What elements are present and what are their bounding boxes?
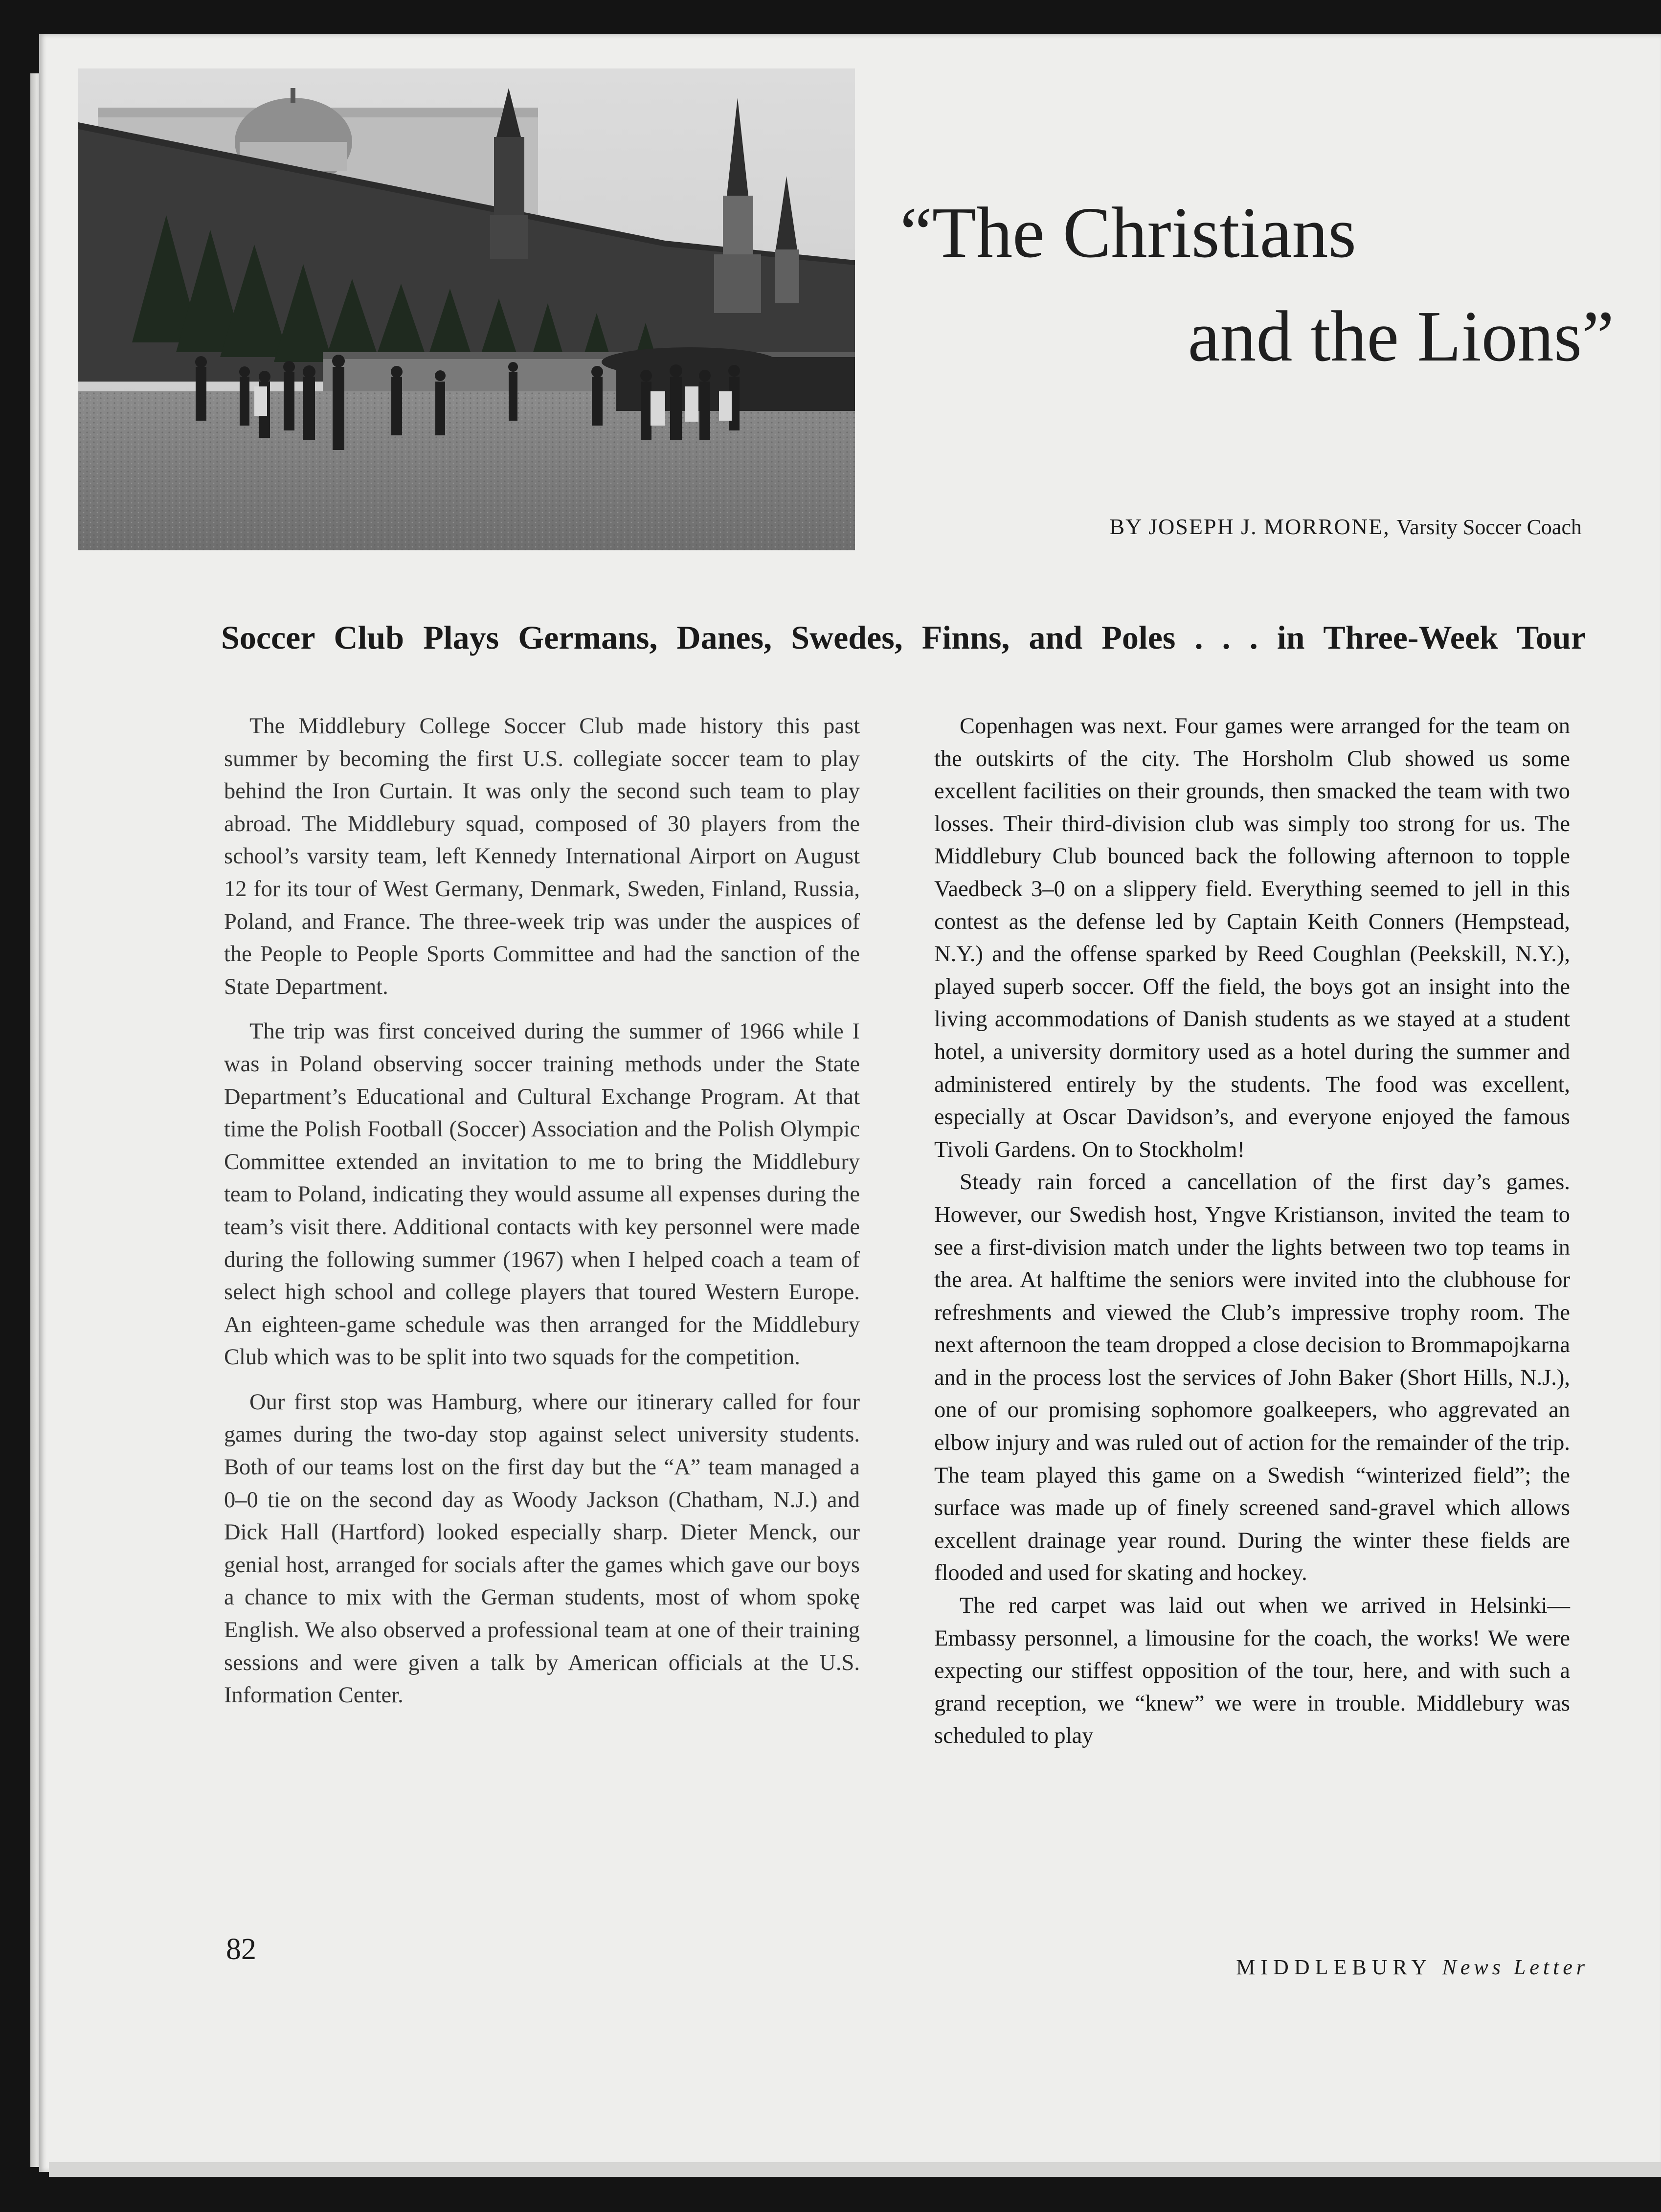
paragraph: The Middlebury College Soccer Club made history this past summer by becoming the first U.S. collegiate soccer team to play behind the Iron Curtain. It was only the second such team to play abroad. The Middlebury squad, composed of 30 players from the school’s varsity team, left Kennedy International Airport on August 12 for its tour of West Germany, Denmark, Sweden, Finland, Russia, Poland, and France. The three-week trip was under the auspices of the People to People Sports Committee and had the sanction of the State Department. [224, 714, 860, 999]
page-number: 82 [226, 1933, 256, 1966]
paragraph: Our first stop was Hamburg, where our itinerary called for four games during the two-day stop against select university students. Both of our teams lost on the first day but the “A” team managed a 0–0 tie on the second day as Woody Jackson (Chatham, N.J.) and Dick Hall (Hartford) looked especially sharp. Dieter Menck, our genial host, arranged for socials after the games which gave our boys a chance to mix with the German students, most of whom spokę English. We also observed a professional team at one of their training sessions and were given a talk by American officials at the U.S. Information Center. [224, 1389, 860, 1708]
kremlin-photo [78, 68, 855, 550]
publication-footer [1174, 1955, 1589, 1980]
paragraph: The trip was first conceived during the summer of 1966 while I was in Poland observing soccer training methods under the State Department’s Educational and Cultural Exchange Program. At that time the Polish Football (Soccer) Association and the Polish Olympic Committee extended an invitation to me to bring the Middlebury team to Poland, indicating they would assume all expenses during the team’s visit there. Additional contacts with key personnel were made during the following summer (1967) when I helped coach a team of select high school and college players that toured Western Europe. An eighteen-game schedule was then arranged for the Middlebury Club which was to be split into two squads for the competition. [224, 1019, 860, 1370]
left-column [224, 710, 860, 1712]
right-column [934, 710, 1570, 1753]
article-subhead: Soccer Club Plays Germans, Danes, Swedes, Finns, and Poles . . . in Three-Week Tour [221, 619, 1586, 656]
article-title-line-1: “The Christians [900, 193, 1357, 273]
article-title [880, 181, 1614, 388]
paragraph: Copenhagen was next. Four games were arranged for the team on the outskirts of the city. The Horsholm Club showed us some excellent facilities on their grounds, then smacked the team with two losses. Their third-division club was simply too strong for us. The Middlebury Club bounced back the following afternoon to topple Vaedbeck 3–0 on a slippery field. Everything seemed to jell in this contest as the defense led by Captain Keith Conners (Hempstead, N.Y.) and the offense sparked by Reed Coughlan (Peekskill, N.Y.), played superb soccer. Off the field, the boys got an insight into the living accommodations of Danish students as we stayed at a student hotel, a university dormitory used as a hotel during the summer and administered entirely by the students. The food was excellent, especially at Oscar Davidson’s, and everyone enjoyed the famous Tivoli Gardens. On to Stockholm! [934, 714, 1570, 1162]
byline-role: Varsity Soccer Coach [1396, 515, 1582, 539]
byline-author: BY JOSEPH J. MORRONE, [1109, 514, 1390, 539]
article-title-line-2: and the Lions” [1188, 296, 1614, 377]
page-bottom-edge [49, 2162, 1661, 2177]
publication-name: MIDDLEBURY [1236, 1955, 1432, 1979]
paragraph: The red carpet was laid out when we arrived in Helsinki—Embassy personnel, a limousine for the coach, the works! We were expecting our stiffest opposition of the tour, here, and with such a grand reception, we “knew” we were in trouble. Middlebury was scheduled to play [934, 1593, 1570, 1749]
kremlin-red-square-photo-icon [78, 68, 855, 550]
byline [929, 514, 1582, 540]
publication-name-italic: News Letter [1442, 1955, 1589, 1979]
paragraph: Steady rain forced a cancellation of the first day’s games. However, our Swedish host, Yngve Kristianson, invited the team to see a first-division match under the lights between two top teams in the area. At halftime the seniors were invited into the clubhouse for refreshments and viewed the Club’s impressive trophy room. The next afternoon the team dropped a close decision to Brommapojkarna and in the process lost the services of John Baker (Short Hills, N.J.), one of our promising sophomore goalkeepers, who aggrevated an elbow injury and was ruled out of action for the remainder of the trip. The team played this game on a Swedish “winterized field”; the surface was made up of finely screened sand-gravel which allows excellent drainage year round. During the winter these fields are flooded and used for skating and hockey. [934, 1170, 1570, 1586]
